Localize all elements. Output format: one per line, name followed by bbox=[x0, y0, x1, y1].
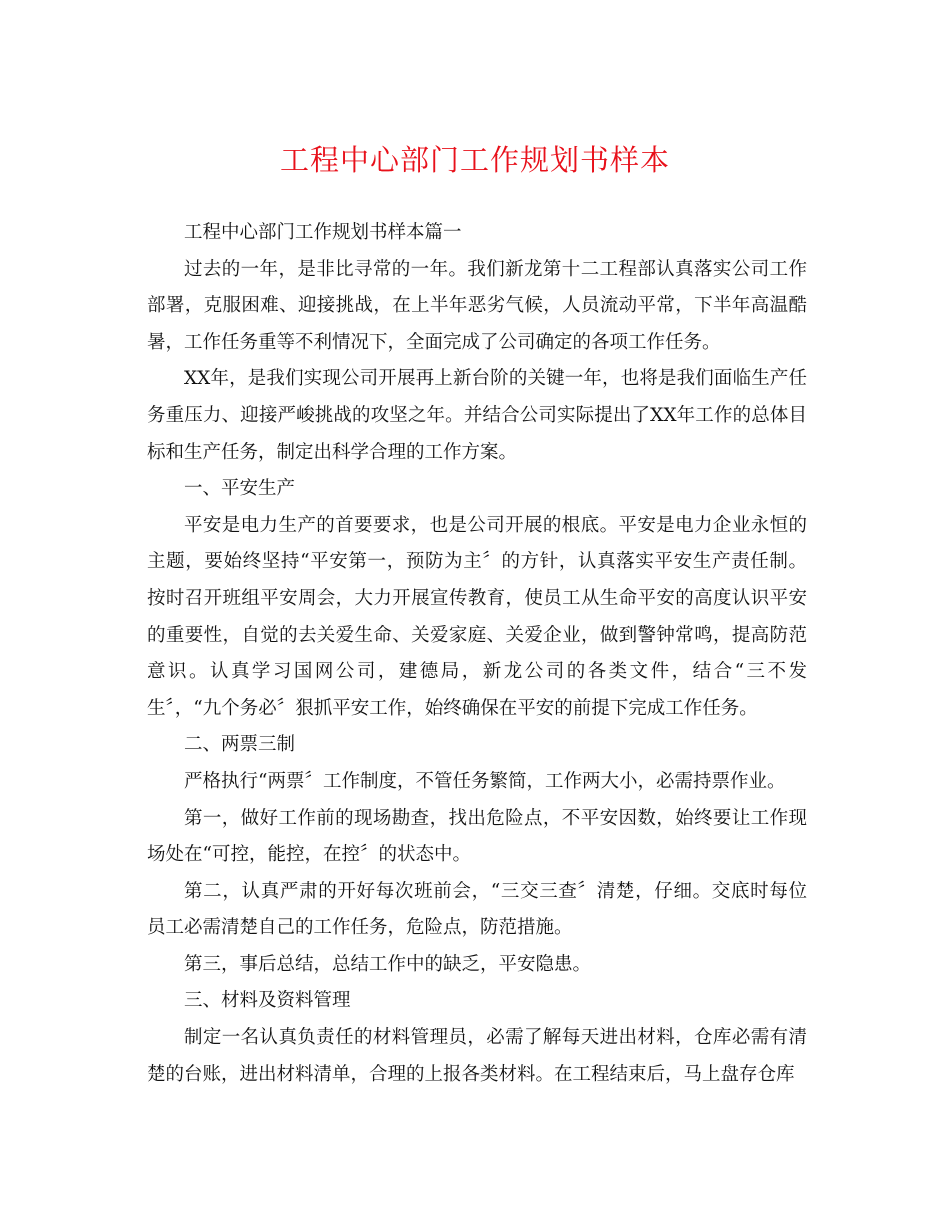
paragraph-line: 的重要性，自觉的去关爱生命、关爱家庭、关爱企业，做到警钟常鸣，提高防范 bbox=[147, 624, 807, 646]
paragraph bbox=[147, 983, 807, 1020]
paragraph bbox=[147, 801, 807, 874]
paragraph-line: 工程中心部门工作规划书样本篇一 bbox=[184, 222, 462, 243]
paragraph-line: 按时召开班组平安周会，大力开展宣传教育，使员工从生命平安的高度认识平安 bbox=[147, 587, 807, 609]
paragraph-line: 主题，要始终坚持“平安第一，预防为主〞的方针，认真落实平安生产责任制。 bbox=[147, 551, 807, 573]
paragraph-line: 严格执行“两票〞工作制度，不管任务繁简，工作两大小，必需持票作业。 bbox=[184, 770, 786, 792]
paragraph-line: 意识。认真学习国网公司，建德局，新龙公司的各类文件，结合“三不发 bbox=[147, 661, 807, 683]
paragraph bbox=[147, 508, 807, 728]
paragraph-line: 三、材料及资料管理 bbox=[184, 990, 351, 1012]
paragraph-line: 标和生产任务，制定出科学合理的工作方案。 bbox=[147, 441, 518, 463]
paragraph bbox=[147, 361, 807, 471]
paragraph bbox=[147, 1020, 807, 1093]
paragraph-line: 部署，克服困难、迎接挑战，在上半年恶劣气候，人员流动平常，下半年高温酷 bbox=[147, 295, 807, 317]
paragraph bbox=[147, 874, 807, 947]
paragraph-line: 第二，认真严肃的开好每次班前会，“三交三查〞清楚，仔细。交底时每位 bbox=[184, 880, 807, 902]
paragraph-line: XX年，是我们实现公司开展再上新台阶的关键一年，也将是我们面临生产任 bbox=[184, 368, 807, 390]
paragraph-line: 第三，事后总结，总结工作中的缺乏，平安隐患。 bbox=[184, 953, 592, 975]
paragraph-line: 过去的一年，是非比寻常的一年。我们新龙第十二工程部认真落实公司工作 bbox=[184, 258, 807, 280]
paragraph bbox=[147, 764, 807, 801]
paragraph bbox=[147, 947, 807, 984]
paragraph-line: 楚的台账，进出材料清单，合理的上报各类材料。在工程结束后，马上盘存仓库 bbox=[147, 1063, 795, 1085]
paragraph bbox=[147, 727, 807, 764]
paragraph-line: 二、两票三制 bbox=[184, 734, 296, 756]
paragraph bbox=[147, 215, 807, 252]
paragraph-line: 员工必需清楚自己的工作任务，危险点，防范措施。 bbox=[147, 917, 573, 939]
paragraph-line: 制定一名认真负责任的材料管理员，必需了解每天进出材料，仓库必需有清 bbox=[184, 1027, 807, 1049]
paragraph-line: 务重压力、迎接严峻挑战的攻坚之年。并结合公司实际提出了XX年工作的总体目 bbox=[147, 404, 807, 426]
paragraph bbox=[147, 252, 807, 362]
document-body bbox=[147, 215, 807, 1093]
paragraph-line: 生〞，“九个务必〞狠抓平安工作，始终确保在平安的前提下完成工作任务。 bbox=[147, 697, 758, 719]
paragraph-line: 暑，工作任务重等不利情况下，全面完成了公司确定的各项工作任务。 bbox=[147, 331, 721, 353]
paragraph bbox=[147, 471, 807, 508]
paragraph-line: 第一，做好工作前的现场勘查，找出危险点，不平安因数，始终要让工作现 bbox=[184, 807, 807, 829]
document-title: 工程中心部门工作规划书样本 bbox=[279, 143, 670, 177]
paragraph-line: 平安是电力生产的首要要求，也是公司开展的根底。平安是电力企业永恒的 bbox=[184, 514, 807, 536]
paragraph-line: 一、平安生产 bbox=[184, 478, 296, 500]
paragraph-line: 场处在“可控，能控，在控〞的状态中。 bbox=[147, 844, 471, 866]
